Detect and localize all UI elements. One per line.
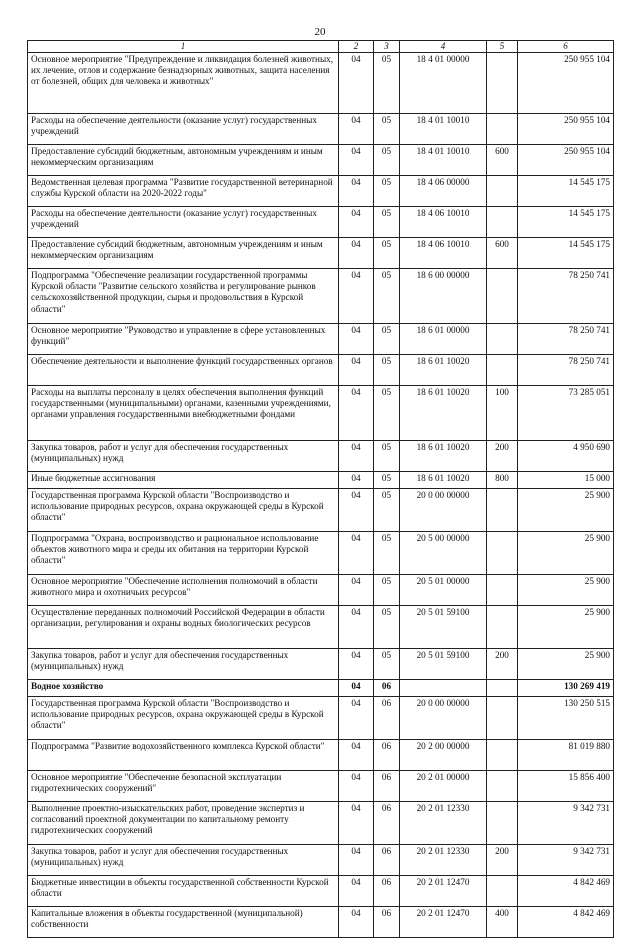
table-body [28,53,614,938]
expense-type-cell [487,740,518,771]
target-article-cell: 20 0 00 00000 [400,697,487,740]
section-code-cell: 04 [339,802,374,845]
item-name-cell: Основное мероприятие "Обеспечение безопасной эксплуатации гидротехнических сооружений" [28,771,339,802]
subsection-code-cell: 05 [374,649,400,680]
item-name-cell: Подпрограмма "Охрана, воспроизводство и рациональное использование объектов животного мира и среды их обитания на территории Курской области" [28,532,339,575]
section-code-cell: 04 [339,207,374,238]
table-row [28,386,614,441]
item-name-cell: Бюджетные инвестиции в объекты государственной собственности Курской области [28,876,339,907]
section-code-cell: 04 [339,740,374,771]
column-header: 2 [339,41,374,53]
expense-type-cell [487,575,518,606]
target-article-cell: 20 2 01 12470 [400,907,487,938]
subsection-code-cell: 05 [374,324,400,355]
subsection-code-cell: 06 [374,802,400,845]
item-name-cell: Закупка товаров, работ и услуг для обеспечения государственных (муниципальных) нужд [28,441,339,472]
amount-cell: 78 250 741 [518,324,614,355]
subsection-code-cell: 05 [374,114,400,145]
table-row [28,532,614,575]
expense-type-cell [487,355,518,386]
expense-type-cell: 200 [487,649,518,680]
amount-cell: 25 900 [518,489,614,532]
expense-type-cell [487,771,518,802]
subsection-code-cell: 05 [374,441,400,472]
item-name-cell: Государственная программа Курской области "Воспроизводство и использование природных ресурсов, охрана окружающей среды в Курской области" [28,489,339,532]
section-code-cell: 04 [339,176,374,207]
expense-type-cell: 600 [487,238,518,269]
expense-type-cell [487,176,518,207]
amount-cell: 4 842 469 [518,907,614,938]
amount-cell: 14 545 175 [518,176,614,207]
table-row [28,114,614,145]
subsection-code-cell: 05 [374,489,400,532]
target-article-cell: 20 2 01 12330 [400,802,487,845]
item-name-cell: Ведомственная целевая программа "Развитие государственной ветеринарной службы Курской области на 2020-2022 годы" [28,176,339,207]
subsection-code-cell: 05 [374,386,400,441]
subsection-code-cell: 05 [374,606,400,649]
target-article-cell: 20 5 00 00000 [400,532,487,575]
section-code-cell: 04 [339,489,374,532]
target-article-cell [400,680,487,697]
target-article-cell: 20 2 01 00000 [400,771,487,802]
target-article-cell: 18 4 06 10010 [400,238,487,269]
subsection-code-cell: 05 [374,472,400,489]
item-name-cell: Закупка товаров, работ и услуг для обеспечения государственных (муниципальных) нужд [28,649,339,680]
amount-cell: 14 545 175 [518,207,614,238]
target-article-cell: 18 6 01 10020 [400,386,487,441]
section-code-cell: 04 [339,907,374,938]
amount-cell: 25 900 [518,649,614,680]
amount-cell: 250 955 104 [518,53,614,114]
target-article-cell: 20 2 01 12330 [400,845,487,876]
amount-cell: 15 856 400 [518,771,614,802]
section-code-cell: 04 [339,145,374,176]
item-name-cell: Закупка товаров, работ и услуг для обеспечения государственных (муниципальных) нужд [28,845,339,876]
item-name-cell: Государственная программа Курской области "Воспроизводство и использование природных ресурсов, охрана окружающей среды в Курской области" [28,697,339,740]
subsection-code-cell: 05 [374,532,400,575]
item-name-cell: Расходы на обеспечение деятельности (оказание услуг) государственных учреждений [28,207,339,238]
table-row [28,489,614,532]
section-code-cell: 04 [339,575,374,606]
section-code-cell: 04 [339,324,374,355]
section-code-cell: 04 [339,697,374,740]
section-code-cell: 04 [339,238,374,269]
target-article-cell: 18 6 01 00000 [400,324,487,355]
table-row [28,207,614,238]
expense-type-cell [487,876,518,907]
expense-type-cell: 200 [487,845,518,876]
subsection-code-cell: 05 [374,238,400,269]
item-name-cell: Основное мероприятие "Руководство и управление в сфере установленных функций" [28,324,339,355]
section-code-cell: 04 [339,649,374,680]
expense-type-cell [487,532,518,575]
expense-type-cell [487,324,518,355]
section-code-cell: 04 [339,876,374,907]
column-header: 1 [28,41,339,53]
expense-type-cell: 100 [487,386,518,441]
target-article-cell: 18 6 01 10020 [400,472,487,489]
expense-type-cell [487,53,518,114]
subsection-code-cell: 06 [374,680,400,697]
subsection-code-cell: 06 [374,876,400,907]
table-row [28,740,614,771]
table-row [28,145,614,176]
expense-type-cell: 600 [487,145,518,176]
section-code-cell: 04 [339,355,374,386]
amount-cell: 78 250 741 [518,269,614,324]
table-row [28,575,614,606]
section-code-cell: 04 [339,114,374,145]
table-row [28,649,614,680]
section-code-cell: 04 [339,472,374,489]
amount-cell: 78 250 741 [518,355,614,386]
expense-type-cell [487,269,518,324]
amount-cell: 25 900 [518,575,614,606]
table-row [28,845,614,876]
target-article-cell: 18 4 06 00000 [400,176,487,207]
target-article-cell: 20 5 01 59100 [400,606,487,649]
column-header: 3 [374,41,400,53]
subsection-code-cell: 05 [374,355,400,386]
expense-type-cell [487,207,518,238]
amount-cell: 15 000 [518,472,614,489]
table-row [28,802,614,845]
target-article-cell: 20 5 01 00000 [400,575,487,606]
subsection-code-cell: 05 [374,145,400,176]
section-code-cell: 04 [339,771,374,802]
table-row [28,697,614,740]
target-article-cell: 18 6 01 10020 [400,441,487,472]
subsection-code-cell: 05 [374,176,400,207]
target-article-cell: 18 6 01 10020 [400,355,487,386]
table-row [28,441,614,472]
amount-cell: 130 269 419 [518,680,614,697]
table-row [28,876,614,907]
subsection-code-cell: 06 [374,740,400,771]
table-row [28,324,614,355]
subsection-code-cell: 06 [374,697,400,740]
table-row [28,472,614,489]
section-code-cell: 04 [339,680,374,697]
item-name-cell: Водное хозяйство [28,680,339,697]
amount-cell: 81 019 880 [518,740,614,771]
subsection-code-cell: 06 [374,845,400,876]
section-code-cell: 04 [339,606,374,649]
table-row [28,606,614,649]
column-number-row [28,41,614,53]
expense-type-cell: 800 [487,472,518,489]
item-name-cell: Расходы на обеспечение деятельности (оказание услуг) государственных учреждений [28,114,339,145]
item-name-cell: Основное мероприятие "Обеспечение исполнения полномочий в области животного мира и охотничьих ресурсов" [28,575,339,606]
subsection-code-cell: 05 [374,575,400,606]
item-name-cell: Иные бюджетные ассигнования [28,472,339,489]
expense-type-cell [487,680,518,697]
amount-cell: 250 955 104 [518,145,614,176]
subsection-code-cell: 05 [374,207,400,238]
amount-cell: 9 342 731 [518,802,614,845]
section-code-cell: 04 [339,845,374,876]
target-article-cell: 20 2 01 12470 [400,876,487,907]
target-article-cell: 20 5 01 59100 [400,649,487,680]
table-row [28,355,614,386]
amount-cell: 25 900 [518,606,614,649]
table-row [28,680,614,697]
target-article-cell: 20 0 00 00000 [400,489,487,532]
target-article-cell: 18 6 00 00000 [400,269,487,324]
amount-cell: 9 342 731 [518,845,614,876]
section-code-cell: 04 [339,532,374,575]
target-article-cell: 18 4 01 10010 [400,145,487,176]
item-name-cell: Предоставление субсидий бюджетным, автономным учреждениям и иным некоммерческим организациям [28,238,339,269]
table-row [28,238,614,269]
target-article-cell: 18 4 06 10010 [400,207,487,238]
item-name-cell: Подпрограмма "Развитие водохозяйственного комплекса Курской области" [28,740,339,771]
section-code-cell: 04 [339,53,374,114]
target-article-cell: 18 4 01 10010 [400,114,487,145]
item-name-cell: Подпрограмма "Обеспечение реализации государственной программы Курской области "Развитие сельского хозяйства и регулирование рынков сельскохозяйственной продукции, сырья и продовольствия в Курской области" [28,269,339,324]
item-name-cell: Осуществление переданных полномочий Российской Федерации в области организации, регулирования и охраны водных биологических ресурсов [28,606,339,649]
expense-type-cell [487,697,518,740]
column-header: 5 [487,41,518,53]
target-article-cell: 18 4 01 00000 [400,53,487,114]
table-row [28,269,614,324]
expense-type-cell [487,802,518,845]
amount-cell: 14 545 175 [518,238,614,269]
page-number: 20 [314,26,326,38]
table-row [28,176,614,207]
expense-type-cell: 200 [487,441,518,472]
subsection-code-cell: 05 [374,53,400,114]
subsection-code-cell: 06 [374,771,400,802]
subsection-code-cell: 06 [374,907,400,938]
amount-cell: 250 955 104 [518,114,614,145]
amount-cell: 130 250 515 [518,697,614,740]
amount-cell: 25 900 [518,532,614,575]
table-row [28,771,614,802]
item-name-cell: Предоставление субсидий бюджетным, автономным учреждениям и иным некоммерческим организациям [28,145,339,176]
item-name-cell: Основное мероприятие "Предупреждение и ликвидация болезней животных, их лечение, отлов и содержание безнадзорных животных, защита населения от болезней, общих для человека и животных" [28,53,339,114]
section-code-cell: 04 [339,441,374,472]
subsection-code-cell: 05 [374,269,400,324]
column-header: 6 [518,41,614,53]
expense-type-cell [487,606,518,649]
item-name-cell: Расходы на выплаты персоналу в целях обеспечения выполнения функций государственными (муниципальными) органами, казенными учреждениями, органами управления государственными внебюджетными фондами [28,386,339,441]
amount-cell: 73 285 051 [518,386,614,441]
section-code-cell: 04 [339,386,374,441]
amount-cell: 4 950 690 [518,441,614,472]
expense-type-cell [487,489,518,532]
expense-type-cell: 400 [487,907,518,938]
budget-table [27,40,614,938]
target-article-cell: 20 2 00 00000 [400,740,487,771]
item-name-cell: Капитальные вложения в объекты государственной (муниципальной) собственности [28,907,339,938]
item-name-cell: Выполнение проектно-изыскательских работ, проведение экспертиз и согласований проектной документации по капитальному ремонту гидротехнических сооружений [28,802,339,845]
item-name-cell: Обеспечение деятельности и выполнение функций государственных органов [28,355,339,386]
table-row [28,907,614,938]
expense-type-cell [487,114,518,145]
column-header: 4 [400,41,487,53]
section-code-cell: 04 [339,269,374,324]
amount-cell: 4 842 469 [518,876,614,907]
table-row [28,53,614,114]
